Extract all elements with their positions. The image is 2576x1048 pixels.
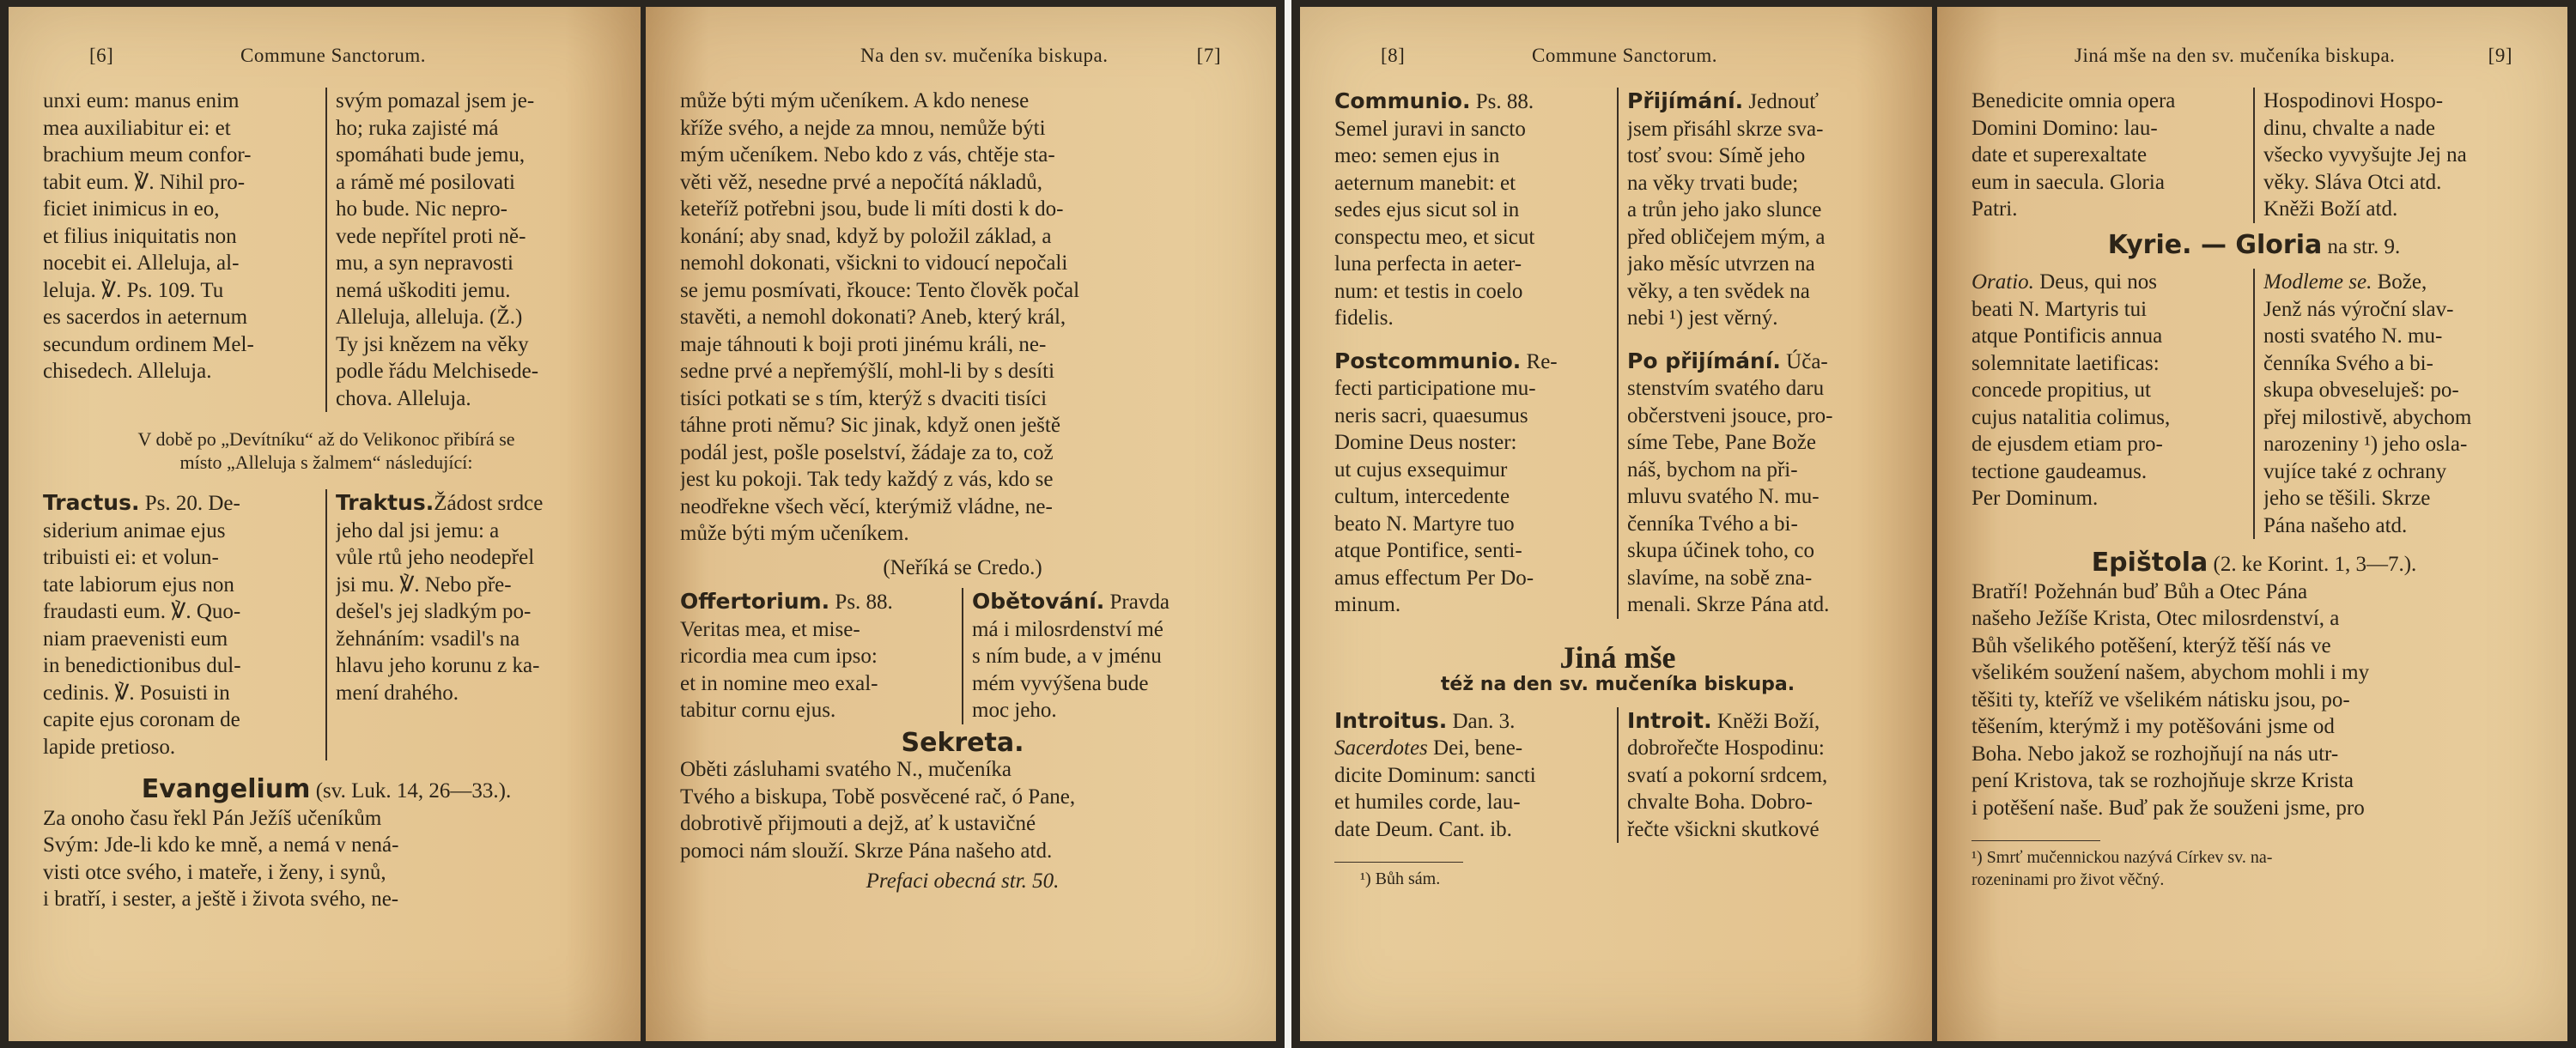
text-line: Benedicite omnia opera <box>1971 89 2176 112</box>
text-line: dicite Dominum: sancti <box>1334 763 1536 787</box>
text-line: tosť svou: Símě jeho <box>1627 144 1806 167</box>
text-line: může býti mým učeníkem. <box>680 522 909 545</box>
text-line: dobrořečte Hospodinu: <box>1627 736 1825 760</box>
prefaci-note: Prefaci obecná str. 50. <box>866 869 1060 893</box>
text-line: Svým: Jde-li kdo ke mně, a nemá v nená- <box>43 833 399 857</box>
text-line: řečte všickni skutkové <box>1627 817 1820 841</box>
text-line: Veritas mea, et mise- <box>680 617 860 641</box>
text-line: svatí a pokorní srdcem, <box>1627 763 1828 787</box>
header-title: Commune Sanctorum. <box>240 45 426 66</box>
gospel-continuation <box>680 88 1245 548</box>
text-line: et filius iniquitatis non <box>43 224 237 248</box>
text-line: Dei, bene- <box>1427 736 1523 760</box>
text-line: Pána našeho atd. <box>2263 513 2408 537</box>
text-line: nemohl dokonati, všickni to vidoucí nepočali <box>680 251 1068 275</box>
text-line: konání; aby snad, když by položil základ, a <box>680 224 1052 248</box>
section-label: Introitus. <box>1334 707 1448 733</box>
evangelium-heading <box>43 776 610 805</box>
text-line: jeho dal jsi jemu: a <box>336 518 500 542</box>
text-line: concede propitius, ut <box>1971 379 2151 402</box>
text-line: vujíce také z ochrany <box>2263 459 2447 483</box>
text-line: vede nepřítel proti ně- <box>336 224 526 248</box>
latin-column <box>680 588 962 724</box>
sekreta-text <box>680 756 1245 864</box>
section-label: Evangelium <box>141 774 311 804</box>
section-label: Postcommunio. <box>1334 348 1522 373</box>
text-line: ¹) Smrť mučennickou nazývá Církev sv. na- <box>1971 848 2273 867</box>
text-line: stavěti, a nemohl dokonati? Aneb, který král, <box>680 306 1066 329</box>
text-line: místo „Alleluja s žalmem“ následující: <box>179 451 473 473</box>
text-line: jsi mu. ℣. Nebo pře- <box>336 572 512 597</box>
text-line: V době po „Devítníku“ až do Velikonoc přibírá se <box>137 428 515 450</box>
text-line: věky. Sláva Otci atd. <box>2263 170 2442 194</box>
text-line: amus effectum Per Do- <box>1334 566 1534 590</box>
text-line: date Deum. Cant. ib. <box>1334 817 1512 841</box>
latin-column <box>43 489 325 760</box>
rubric-note <box>43 427 610 474</box>
text-line: hlavu jeho korunu z ka- <box>336 654 540 677</box>
text-line: beati N. Martyris tui <box>1971 297 2148 321</box>
running-header <box>1971 45 2533 70</box>
text-line: nemá uškoditi jemu. <box>336 278 511 302</box>
page-7 <box>646 7 1276 1041</box>
text-line: minum. <box>1334 593 1401 616</box>
footnote-rule <box>1971 840 2100 841</box>
text-line: eum in saecula. Gloria <box>1971 170 2165 194</box>
text-line: unxi eum: manus enim <box>43 89 240 112</box>
tractus-block <box>43 489 610 760</box>
text-line: fidelis. <box>1334 306 1394 330</box>
page-number: [6] <box>89 45 114 66</box>
running-header <box>680 45 1242 70</box>
footnote-rule <box>1334 862 1463 863</box>
text-line: mém vyvýšena bude <box>972 671 1149 695</box>
text-line: nocebit ei. Alleluja, al- <box>43 251 240 275</box>
text-line: cujus natalitia colimus, <box>1971 405 2171 429</box>
page-number: [8] <box>1381 45 1406 66</box>
text-line: nosti svatého N. mu- <box>2263 324 2443 348</box>
text-line: Ps. 88. <box>829 591 893 614</box>
text-line: věky, a ten svědek na <box>1627 279 1810 303</box>
page-body <box>1971 88 2537 1007</box>
text-line: pení Kristova, tak se rozhojňuje skrze Krista <box>1971 769 2354 792</box>
text-line: sedne prvé a nepřemýšlí, mohl-li by s desíti <box>680 360 1055 383</box>
section-label: Traktus. <box>336 490 434 515</box>
text-line: Ps. 88. <box>1470 90 1534 113</box>
text-line: cedinis. ℣. Posuisti in <box>43 681 230 705</box>
text-line: Dan. 3. <box>1447 709 1516 733</box>
text-line: podle řádu Melchisede- <box>336 360 539 383</box>
text-line: atque Pontifice, senti- <box>1334 539 1522 562</box>
footnote <box>1971 846 2537 891</box>
section-label: Communio. <box>1334 88 1471 113</box>
text-line: secundum ordinem Mel- <box>43 332 254 356</box>
text-line: Jednouť <box>1743 90 1819 113</box>
text-line: Kněži Boží atd. <box>2263 197 2398 221</box>
text-line: všelikém soužení našem, abychom mohli i my <box>1971 661 2370 684</box>
text-line: et humiles corde, lau- <box>1334 791 1521 814</box>
evangelium-text <box>43 805 610 913</box>
latin-column <box>1971 88 2253 223</box>
text-line: Jenž nás výroční slav- <box>2263 297 2454 321</box>
text-line: tabitur cornu ejus. <box>680 699 836 722</box>
text-line: Domini Domino: lau- <box>1971 116 2158 140</box>
text-line: moc jeho. <box>972 699 1057 722</box>
text-line: mu, a syn nepravosti <box>336 251 513 275</box>
text-line: před obličejem mým, a <box>1627 225 1826 249</box>
header-title: Commune Sanctorum. <box>1532 45 1717 66</box>
text-line: podál jest, pošle poselství, žádaje za to, což <box>680 440 1054 464</box>
reference: (sv. Luk. 14, 26—33.). <box>310 779 512 803</box>
text-line: Oběti zásluhami svatého N., mučeníka <box>680 758 1012 781</box>
mass-title: Jiná mše <box>1559 639 1676 675</box>
text-line: luna perfecta in aeter- <box>1334 252 1522 276</box>
text-line: síme Tebe, Pane Bože <box>1627 431 1816 454</box>
kyrie-gloria-line <box>1971 229 2537 261</box>
text-line: Žádost srdce <box>434 492 544 515</box>
text-line: našeho Ježíše Krista, Otec milosrdenství, a <box>1971 607 2340 630</box>
text-line: de ejusdem etiam pro- <box>1971 433 2163 456</box>
page-9 <box>1937 7 2567 1041</box>
page-6 <box>9 7 641 1041</box>
page-number: [9] <box>2488 45 2512 66</box>
text-line: vůle rtů jeho neodepřel <box>336 546 535 569</box>
text-line: ficiet inimicus in eo, <box>43 197 220 221</box>
text-line: jsem přisáhl skrze sva- <box>1627 117 1824 141</box>
footnote: ¹) Bůh sám. <box>1360 869 1441 888</box>
text-line: s ním bude, a v jménu <box>972 645 1162 668</box>
text-line: mea auxiliabitur ei: et <box>43 116 231 140</box>
book-spread-left <box>0 0 1285 1048</box>
text-line: leluja. ℣. Ps. 109. Tu <box>43 278 224 302</box>
section-label: Offertorium. <box>680 589 830 614</box>
text-line: fraudasti eum. ℣. Quo- <box>43 600 241 623</box>
text-line: cultum, intercedente <box>1334 485 1510 508</box>
reference: (2. ke Korint. 1, 3—7.). <box>2208 553 2417 576</box>
text-line: Semel juravi in sancto <box>1334 117 1526 141</box>
text-line: Kněži Boží, <box>1711 709 1820 733</box>
introitus-block <box>1334 707 1901 844</box>
text-line: solemnitate laetificas: <box>1971 351 2160 375</box>
text-line: náš, bychom na při- <box>1627 457 1798 482</box>
text-line: rozeninami pro život věčný. <box>1971 870 2165 889</box>
text-line: tisíci potkati se s tím, kterýž s dvaciti tisíci <box>680 386 1048 410</box>
text-line: a trůn jeho jako slunce <box>1627 198 1822 221</box>
section-label: Introit. <box>1627 707 1712 733</box>
section-label: Epištola <box>2091 548 2208 578</box>
text-line: občerstveni jsouce, pro- <box>1627 403 1833 427</box>
text-line: atque Pontificis annua <box>1971 324 2163 348</box>
text-line: chova. Alleluja. <box>336 386 471 410</box>
text-line: Bože, <box>2372 270 2427 294</box>
text-line: Tvého a biskupa, Tobě posvěcené rač, ó Pane, <box>680 784 1076 809</box>
benedicite-block <box>1971 88 2537 223</box>
text-line: sedes ejus sicut sol in <box>1334 198 1520 221</box>
text-line: stenstvím svatého daru <box>1627 377 1825 400</box>
text-line: conspectu meo, et sicut <box>1334 225 1535 249</box>
text-line: Úča- <box>1780 349 1828 373</box>
mass-subtitle: též na den sv. mučeníka biskupa. <box>1440 674 1795 695</box>
text-line: pomoci nám slouží. Skrze Pána našeho atd. <box>680 839 1053 863</box>
reference: na str. 9. <box>2322 234 2401 258</box>
text-line: Per Dominum. <box>1971 487 2099 510</box>
text-line: skupa obveseluješ: po- <box>2263 379 2459 402</box>
sekreta-heading: Sekreta. <box>901 727 1024 758</box>
text-line: tate labiorum ejus non <box>43 572 234 597</box>
text-line: aeternum manebit: et <box>1334 171 1516 195</box>
text-line: tribuisti ei: et volun- <box>43 546 219 569</box>
section-label: Tractus. <box>43 490 140 515</box>
text-line: Ps. 20. De- <box>139 492 240 515</box>
text-line: capite ejus coronam de <box>43 708 240 731</box>
text-line: dobrotivě přijmouti a dejž, ať k ustavičné <box>680 812 1036 835</box>
text-line: siderium animae ejus <box>43 518 226 542</box>
text-line: beato N. Martyre tuo <box>1334 512 1515 536</box>
section-label: Po přijímání. <box>1627 348 1781 373</box>
text-line: i potěšení naše. Buď pak že souženi jsme, pro <box>1971 796 2365 820</box>
two-column-block <box>43 88 610 412</box>
text-line: čenníka Tvého a bi- <box>1627 512 1798 536</box>
text-line: ho; ruka zajisté má <box>336 116 499 140</box>
text-line: keteříž potřebni jsou, bude li míti dosti k do- <box>680 197 1064 221</box>
latin-column <box>1334 88 1617 619</box>
text-line: čenníka Svého a bi- <box>2263 351 2433 375</box>
text-line: kříže svého, a nejde za mnou, nemůže býti <box>680 116 1046 140</box>
text-line: date et superexaltate <box>1971 143 2148 167</box>
text-line: lapide pretioso. <box>43 735 176 759</box>
text-line: a rámě mé posilovati <box>336 170 515 194</box>
czech-column <box>325 489 610 760</box>
text-line: Boha. Nebo jakož se rozhojňují na nás utr- <box>1971 742 2339 766</box>
text-line: neodřekne všech věcí, kterýmiž vládne, ne- <box>680 494 1053 518</box>
communio-block <box>1334 88 1901 619</box>
credo-note: (Neříká se Credo.) <box>883 555 1042 579</box>
latin-column <box>1334 707 1617 844</box>
text-line: es sacerdos in aeternum <box>43 306 248 329</box>
text-line: nebi ¹) jest věrný. <box>1627 306 1778 330</box>
page-number: [7] <box>1196 45 1221 66</box>
text-line: chisedech. Alleluja. <box>43 360 212 383</box>
text-line: ho bude. Nic nepro- <box>336 197 507 221</box>
text-line: tectione gaudeamus. <box>1971 459 2148 483</box>
text-line: fecti participatione mu- <box>1334 377 1536 400</box>
text-line: Re- <box>1521 349 1558 373</box>
text-line: Ty jsi knězem na věky <box>336 332 529 356</box>
running-header <box>1334 45 1898 70</box>
text-line: mluvu svatého N. mu- <box>1627 485 1820 508</box>
text-line: num: et testis in coelo <box>1334 279 1523 303</box>
text-line: všecko vyvyšujte Jej na <box>2263 143 2467 167</box>
text-line: přej milostivě, abychom <box>2263 405 2472 429</box>
text-line: může býti mým učeníkem. A kdo nenese <box>680 89 1030 112</box>
latin-column <box>43 88 325 412</box>
text-line: ricordia mea cum ipso: <box>680 645 878 668</box>
text-line: jest ku pokoji. Tak tedy každý z vás, kdo se <box>680 468 1054 491</box>
text-line: skupa účinek toho, co <box>1627 539 1815 562</box>
text-line: se jemu posmívati, řkouce: Tento člověk počal <box>680 278 1080 302</box>
text-line: věti věž, nesedne prvé a nepočítá nákladů, <box>680 170 1043 194</box>
latin-column <box>1971 269 2253 539</box>
text-line: dešel's jej sladkým po- <box>336 600 532 623</box>
section-label: Obětování. <box>972 589 1105 614</box>
text-line: neris sacri, quaesumus <box>1334 403 1528 427</box>
page-8 <box>1300 7 1932 1041</box>
page-body <box>1334 88 1901 1007</box>
text-line: spomáhati bude jemu, <box>336 143 526 167</box>
text-line: menali. Skrze Pána atd. <box>1627 593 1830 616</box>
text-line: jeho se těšili. Skrze <box>2263 487 2431 510</box>
text-line: svým pomazal jsem je- <box>336 89 535 112</box>
text-line: Bůh všelikého potěšení, kterýž těší nás ve <box>1971 633 2331 657</box>
text-line: Za onoho času řekl Pán Ježíš učeníkům <box>43 806 382 830</box>
text-line: et in nomine meo exal- <box>680 671 878 695</box>
czech-column <box>1617 88 1901 619</box>
text-line: chvalte Boha. Dobro- <box>1627 791 1813 814</box>
czech-column <box>325 88 610 412</box>
text-line: má i milosrdenství mé <box>972 617 1163 641</box>
czech-column <box>1617 707 1901 844</box>
text-line: visti otce svého, i mateře, i ženy, i synů, <box>43 860 386 884</box>
section-label: Modleme se. <box>2263 270 2372 294</box>
section-label: Kyrie. — Gloria <box>2107 229 2323 260</box>
text-line: brachium meum confor- <box>43 143 252 167</box>
text-line: Alleluja, alleluja. (Ž.) <box>336 306 523 329</box>
text-line: in benedictionibus dul- <box>43 654 241 677</box>
text-line: ut cujus exsequimur <box>1334 457 1508 482</box>
text-line: tabit eum. ℣. Nihil pro- <box>43 170 246 194</box>
text-line: Bratří! Požehnán buď Bůh a Otec Pána <box>1971 579 2308 603</box>
oratio-block <box>1971 269 2537 539</box>
epistola-text <box>1971 579 2537 822</box>
book-spread-right <box>1291 0 2576 1048</box>
text-line: niam praevenisti eum <box>43 627 228 651</box>
text-line: meo: semen ejus in <box>1334 144 1500 167</box>
text-line: těšením, kterýmž i my potěšováni jsme od <box>1971 715 2335 738</box>
text-line: slavíme, na sobě zna- <box>1627 566 1813 590</box>
czech-column <box>962 588 1245 724</box>
text-line: na věky trvati bude; <box>1627 171 1799 195</box>
czech-column <box>2253 88 2537 223</box>
text-line: Patri. <box>1971 197 2018 221</box>
text-line: i bratří, i sester, a ještě i života svého, ne- <box>43 887 399 911</box>
text-line: mení drahého. <box>336 681 459 705</box>
page-body <box>680 88 1245 1007</box>
italic-word: Sacerdotes <box>1334 736 1428 760</box>
text-line: narozeniny ¹) jeho osla- <box>2263 433 2468 456</box>
offertorium-block <box>680 588 1245 724</box>
page-body <box>43 88 610 1007</box>
text-line: žehnáním: vsadil's na <box>336 627 520 651</box>
text-line: Domine Deus noster: <box>1334 431 1517 454</box>
text-line: těšiti ty, kteříž ve všelikém nátisku jsou, po- <box>1971 688 2350 712</box>
header-title: Jiná mše na den sv. mučeníka biskupa. <box>2075 45 2396 66</box>
text-line: dinu, chvalte a nade <box>2263 116 2435 140</box>
text-line: mým učeníkem. Nebo kdo z vás, chtěje sta- <box>680 143 1055 167</box>
running-header <box>43 45 606 70</box>
czech-column <box>2253 269 2537 539</box>
text-line: Deus, qui nos <box>2033 270 2157 294</box>
section-label: Oratio. <box>1971 270 2034 294</box>
epistola-heading <box>1971 549 2537 579</box>
section-label: Přijímání. <box>1627 88 1744 113</box>
text-line: Pravda <box>1104 591 1170 614</box>
text-line: maje táhnouti k boji proti jinému králi, ne- <box>680 332 1047 356</box>
header-title: Na den sv. mučeníka biskupa. <box>860 45 1109 66</box>
text-line: jako měsíc utvrzen na <box>1627 252 1815 276</box>
text-line: táhne proti němu? Sic jinak, když onen ještě <box>680 414 1060 437</box>
text-line: Hospodinovi Hospo- <box>2263 89 2444 112</box>
